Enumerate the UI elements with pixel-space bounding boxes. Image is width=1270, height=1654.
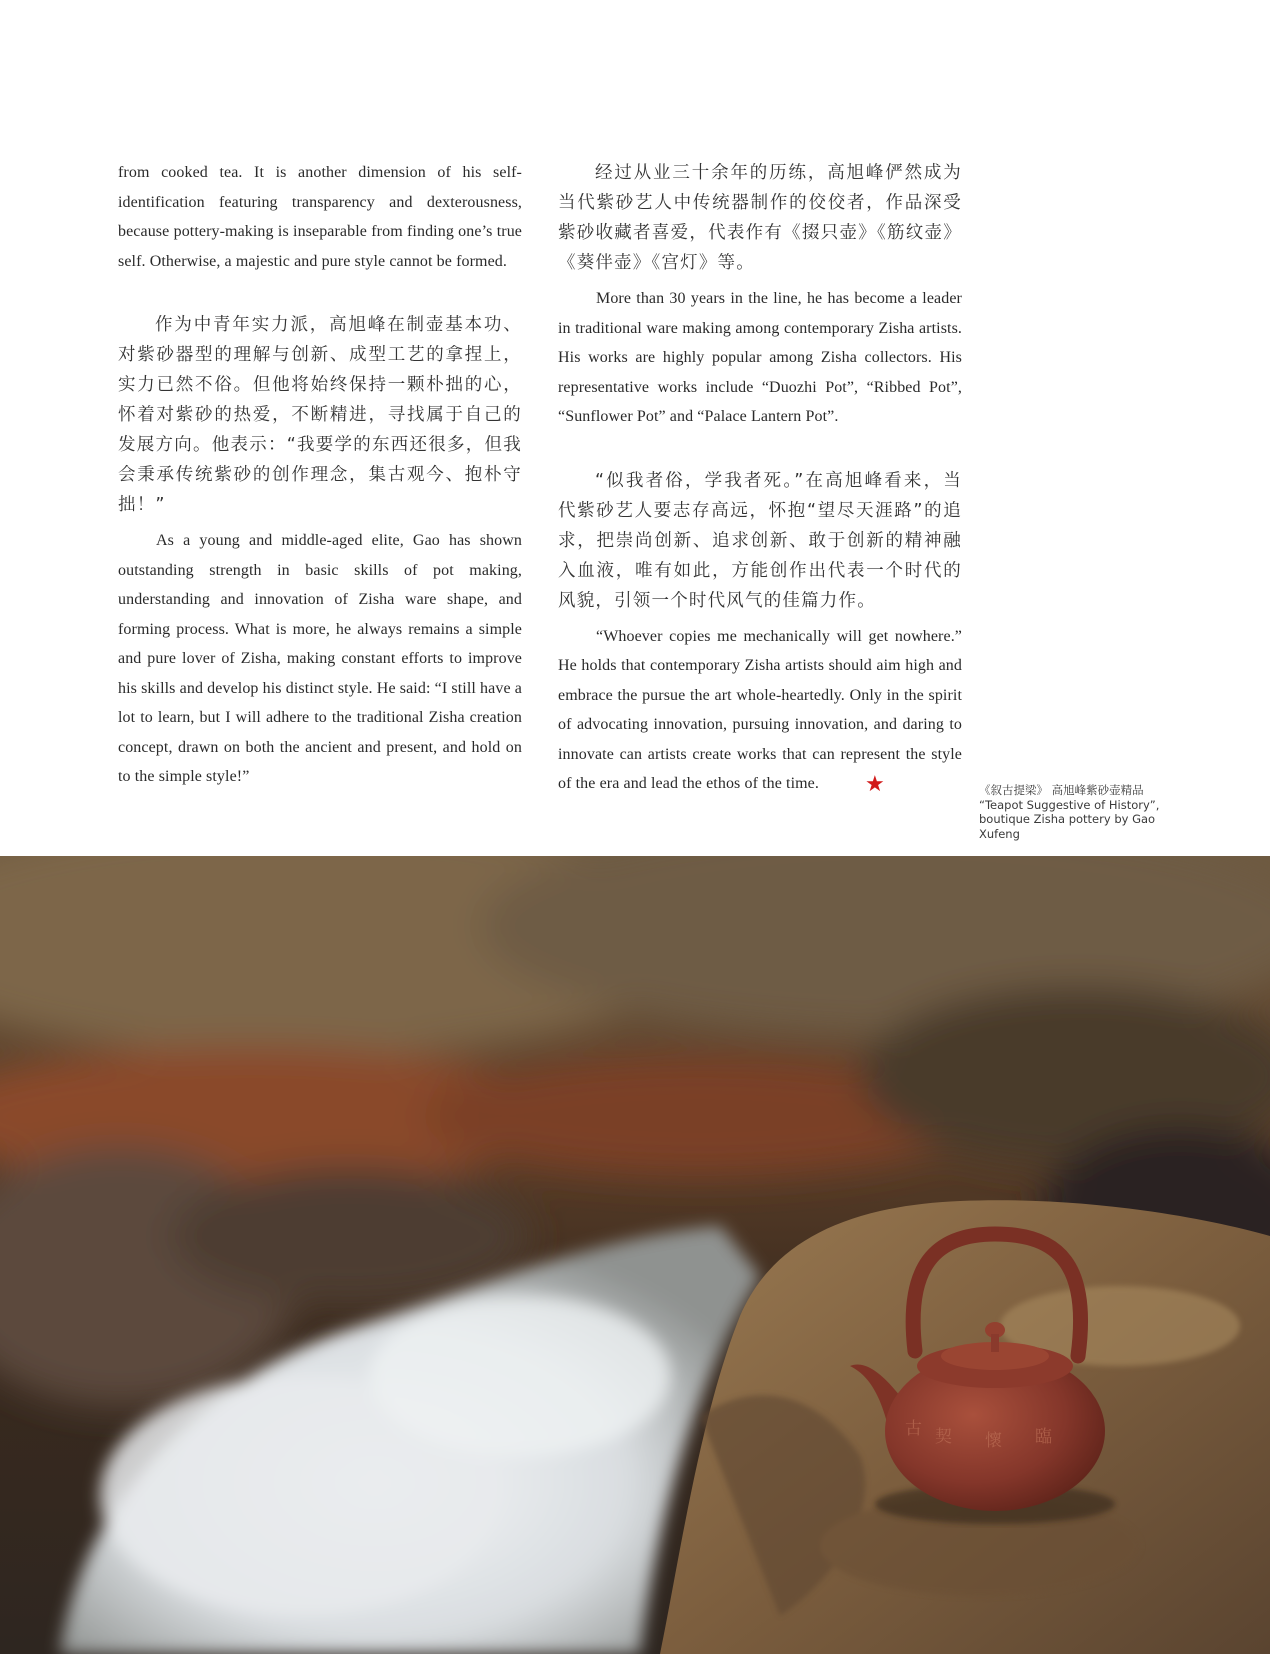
paragraph-zh-1: 作为中青年实力派，高旭峰在制壶基本功、对紫砂器型的理解与创新、成型工艺的拿捏上，实力已然不俗。但他将始终保持一颗朴拙的心，怀着对紫砂的热爱，不断精进，寻找属于自己的发展方向。他表示：“我要学的东西还很多，但我会秉承传统紫砂的创作理念，集古观今、抱朴守拙！” — [118, 315, 522, 515]
paragraph-en-3: More than 30 years in the line, he has become a leader in traditional ware making among contemporary Zisha artists. His works are highly popular among Zisha collectors. His representative works include “Duozhi Pot”, “Ribbed Pot”, “Sunflower Pot” and “Palace Lantern Pot”. — [558, 290, 962, 425]
right-column — [558, 158, 962, 800]
photo-caption — [979, 783, 1191, 841]
paragraph-zh-3: “似我者俗，学我者死。”在高旭峰看来，当代紫砂艺人要志存高远，怀抱“望尽天涯路”的追求，把崇尚创新、追求创新、敢于创新的精神融入血液，唯有如此，方能创作出代表一个时代的风貌，引领一个时代风气的佳篇力作。 — [558, 470, 962, 611]
paragraph-en-2: As a young and middle-aged elite, Gao has shown outstanding strength in basic skills of pot making, understanding and innovation of Zisha ware shape, and forming process. What is more, he always remains a simple and pure lover of Zisha, making constant efforts to improve his skills and develop his distinct style. He said: “I still have a lot to learn, but I will adhere to the traditional Zisha creation concept, drawn on both the ancient and present, and hold on to the simple style!” — [118, 532, 522, 785]
svg-text:契: 契 — [935, 1427, 952, 1447]
paragraph-zh-2: 经过从业三十余年的历练，高旭峰俨然成为当代紫砂艺人中传统器制作的佼佼者，作品深受紫砂收藏者喜爱，代表作有《掇只壶》《筋纹壶》《葵伴壶》《宫灯》等。 — [558, 163, 962, 273]
paragraph-en-4 — [558, 622, 962, 800]
left-column — [118, 158, 522, 792]
teapot-photo — [0, 856, 1270, 1654]
paragraph-en-1: from cooked tea. It is another dimension of his self-identification featuring transparency and dexterousness, because pottery-making is inseparable from finding one’s true self. Otherwise, a majestic and pure style cannot be formed. — [118, 164, 522, 270]
caption-en: “Teapot Suggestive of History”, boutique Zisha pottery by Gao Xufeng — [979, 797, 1160, 841]
teapot-on-rock-image — [0, 856, 1270, 1654]
svg-text:臨: 臨 — [1035, 1427, 1052, 1447]
caption-zh: 《叙古提梁》 高旭峰紫砂壶精品 — [979, 783, 1144, 797]
svg-text:古: 古 — [905, 1419, 922, 1439]
star-icon: ★ — [865, 772, 885, 797]
svg-text:懷: 懷 — [985, 1431, 1002, 1451]
paragraph-en-4-text: “Whoever copies me mechanically will get nowhere.” He holds that contemporary Zisha artists should aim high and embrace the pursue the art whole-heartedly. Only in the spirit of advocating innovation, pursuing innovation, and daring to innovate can artists create works that can represent the style of the era and lead the ethos of the time. — [558, 627, 962, 792]
